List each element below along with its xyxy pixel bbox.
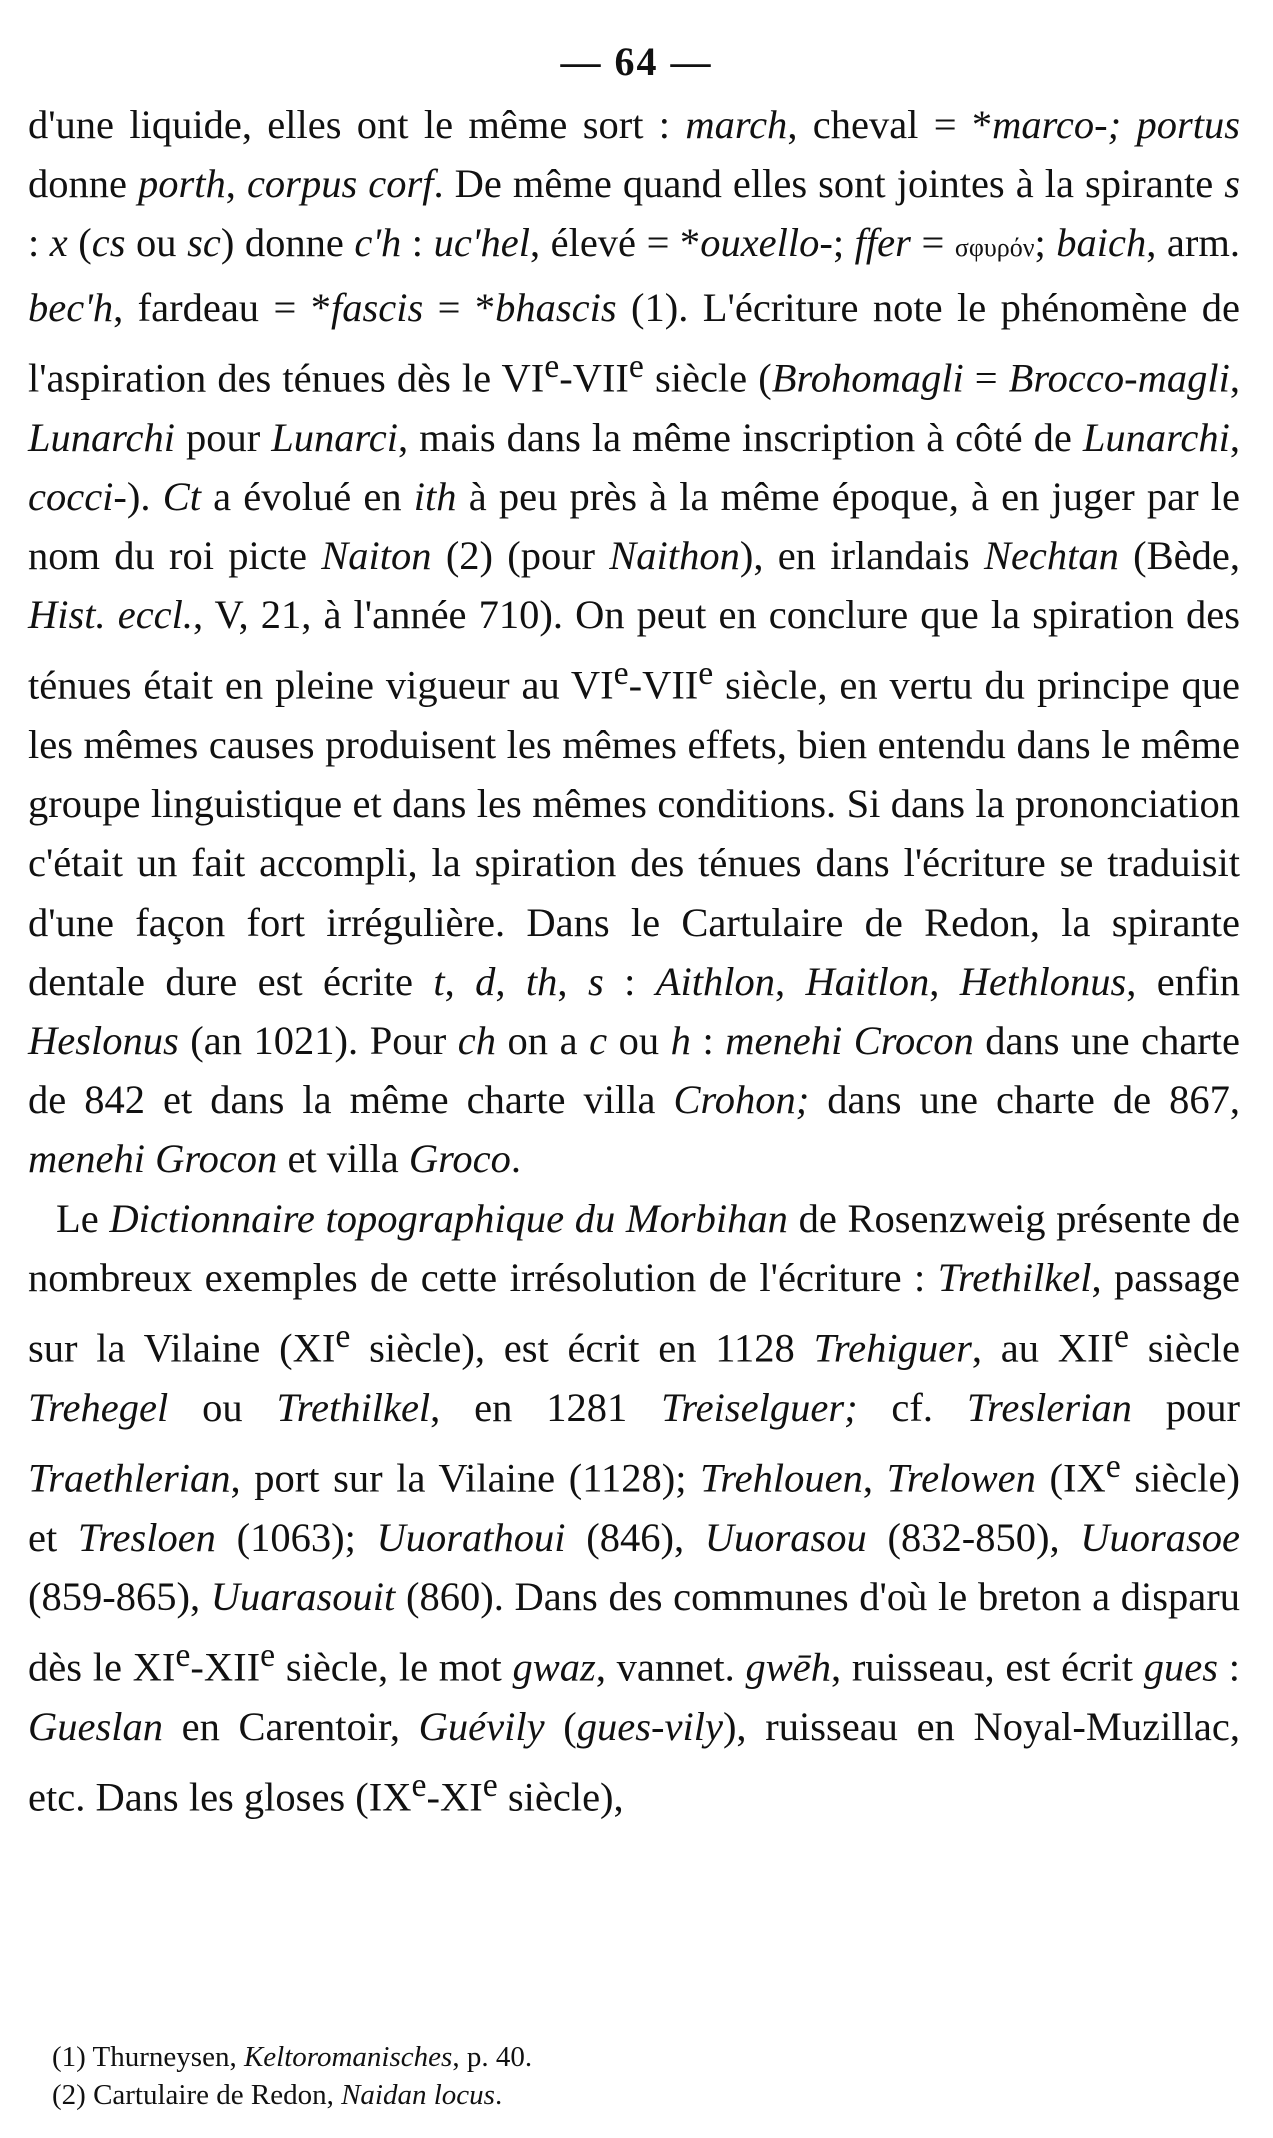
footnote-2: (2) Cartulaire de Redon, Naidan locus. <box>52 2079 503 2111</box>
footnote-1: (1) Thurneysen, Keltoromanisches, p. 40. <box>52 2041 533 2073</box>
paragraph-2: Le Dictionnaire topographique du Morbihan de Rosenzweig présente de nombreux exemples de cette irrésolution de l'écriture : Trethilkel, passage sur la Vilaine (XIe siècle), est écrit en 1128 Trehiguer, au XIIe siècle Trehegel ou Trethilkel, en 1281 Treiselguer; cf. Treslerian pour Traethlerian, port sur la Vilaine (1128); Trehlouen, Trelowen (IXe siècle) et Tresloen (1063); Uuorathoui (846), Uuorasou (832-850), Uuorasoe (859-865), Uuarasouit (860). Dans des communes d'où le breton a disparu dès le XIe-XIIe siècle, le mot gwaz, vannet. gwēh, ruisseau, est écrit gues : Gueslan en Carentoir, Guévily (gues-vily), ruisseau en Noyal-Muzillac, etc. Dans les gloses (IXe-XIe siècle), <box>28 1195 1240 1820</box>
footnotes <box>52 2038 1232 2114</box>
paragraph-1: d'une liquide, elles ont le même sort : march, cheval = *marco-; portus donne porth, corpus corf. De même quand elles sont jointes à la spirante s : x (cs ou sc) donne c'h : uc'hel, élevé = *ouxello-; ffer = σφυρόν; baich, arm. bec'h, fardeau = *fascis = *bhascis (1). L'écriture note le phénomène de l'aspiration des ténues dès le VIe-VIIe siècle (Brohomagli = Brocco-magli, Lunarchi pour Lunarci, mais dans la même inscription à côté de Lunarchi, cocci-). Ct a évolué en ith à peu près à la même époque, à en juger par le nom du roi picte Naiton (2) (pour Naithon), en irlandais Nechtan (Bède, Hist. eccl., V, 21, à l'année 710). On peut en conclure que la spiration des ténues était en pleine vigueur au VIe-VIIe siècle, en vertu du principe que les mêmes causes produisent les mêmes effets, bien entendu dans le même groupe linguistique et dans les mêmes conditions. Si dans la prononciation c'était un fait accompli, la spiration des ténues dans l'écriture se traduisit d'une façon fort irrégulière. Dans le Cartulaire de Redon, la spirante dentale dure est écrite t, d, th, s : Aithlon, Haitlon, Hethlonus, enfin Heslonus (an 1021). Pour ch on a c ou h : menehi Crocon dans une charte de 842 et dans la même charte villa Crohon; dans une charte de 867, menehi Grocon et villa Groco. <box>28 102 1241 1182</box>
body-text <box>28 95 1240 1827</box>
page-number: — 64 — <box>560 39 713 84</box>
